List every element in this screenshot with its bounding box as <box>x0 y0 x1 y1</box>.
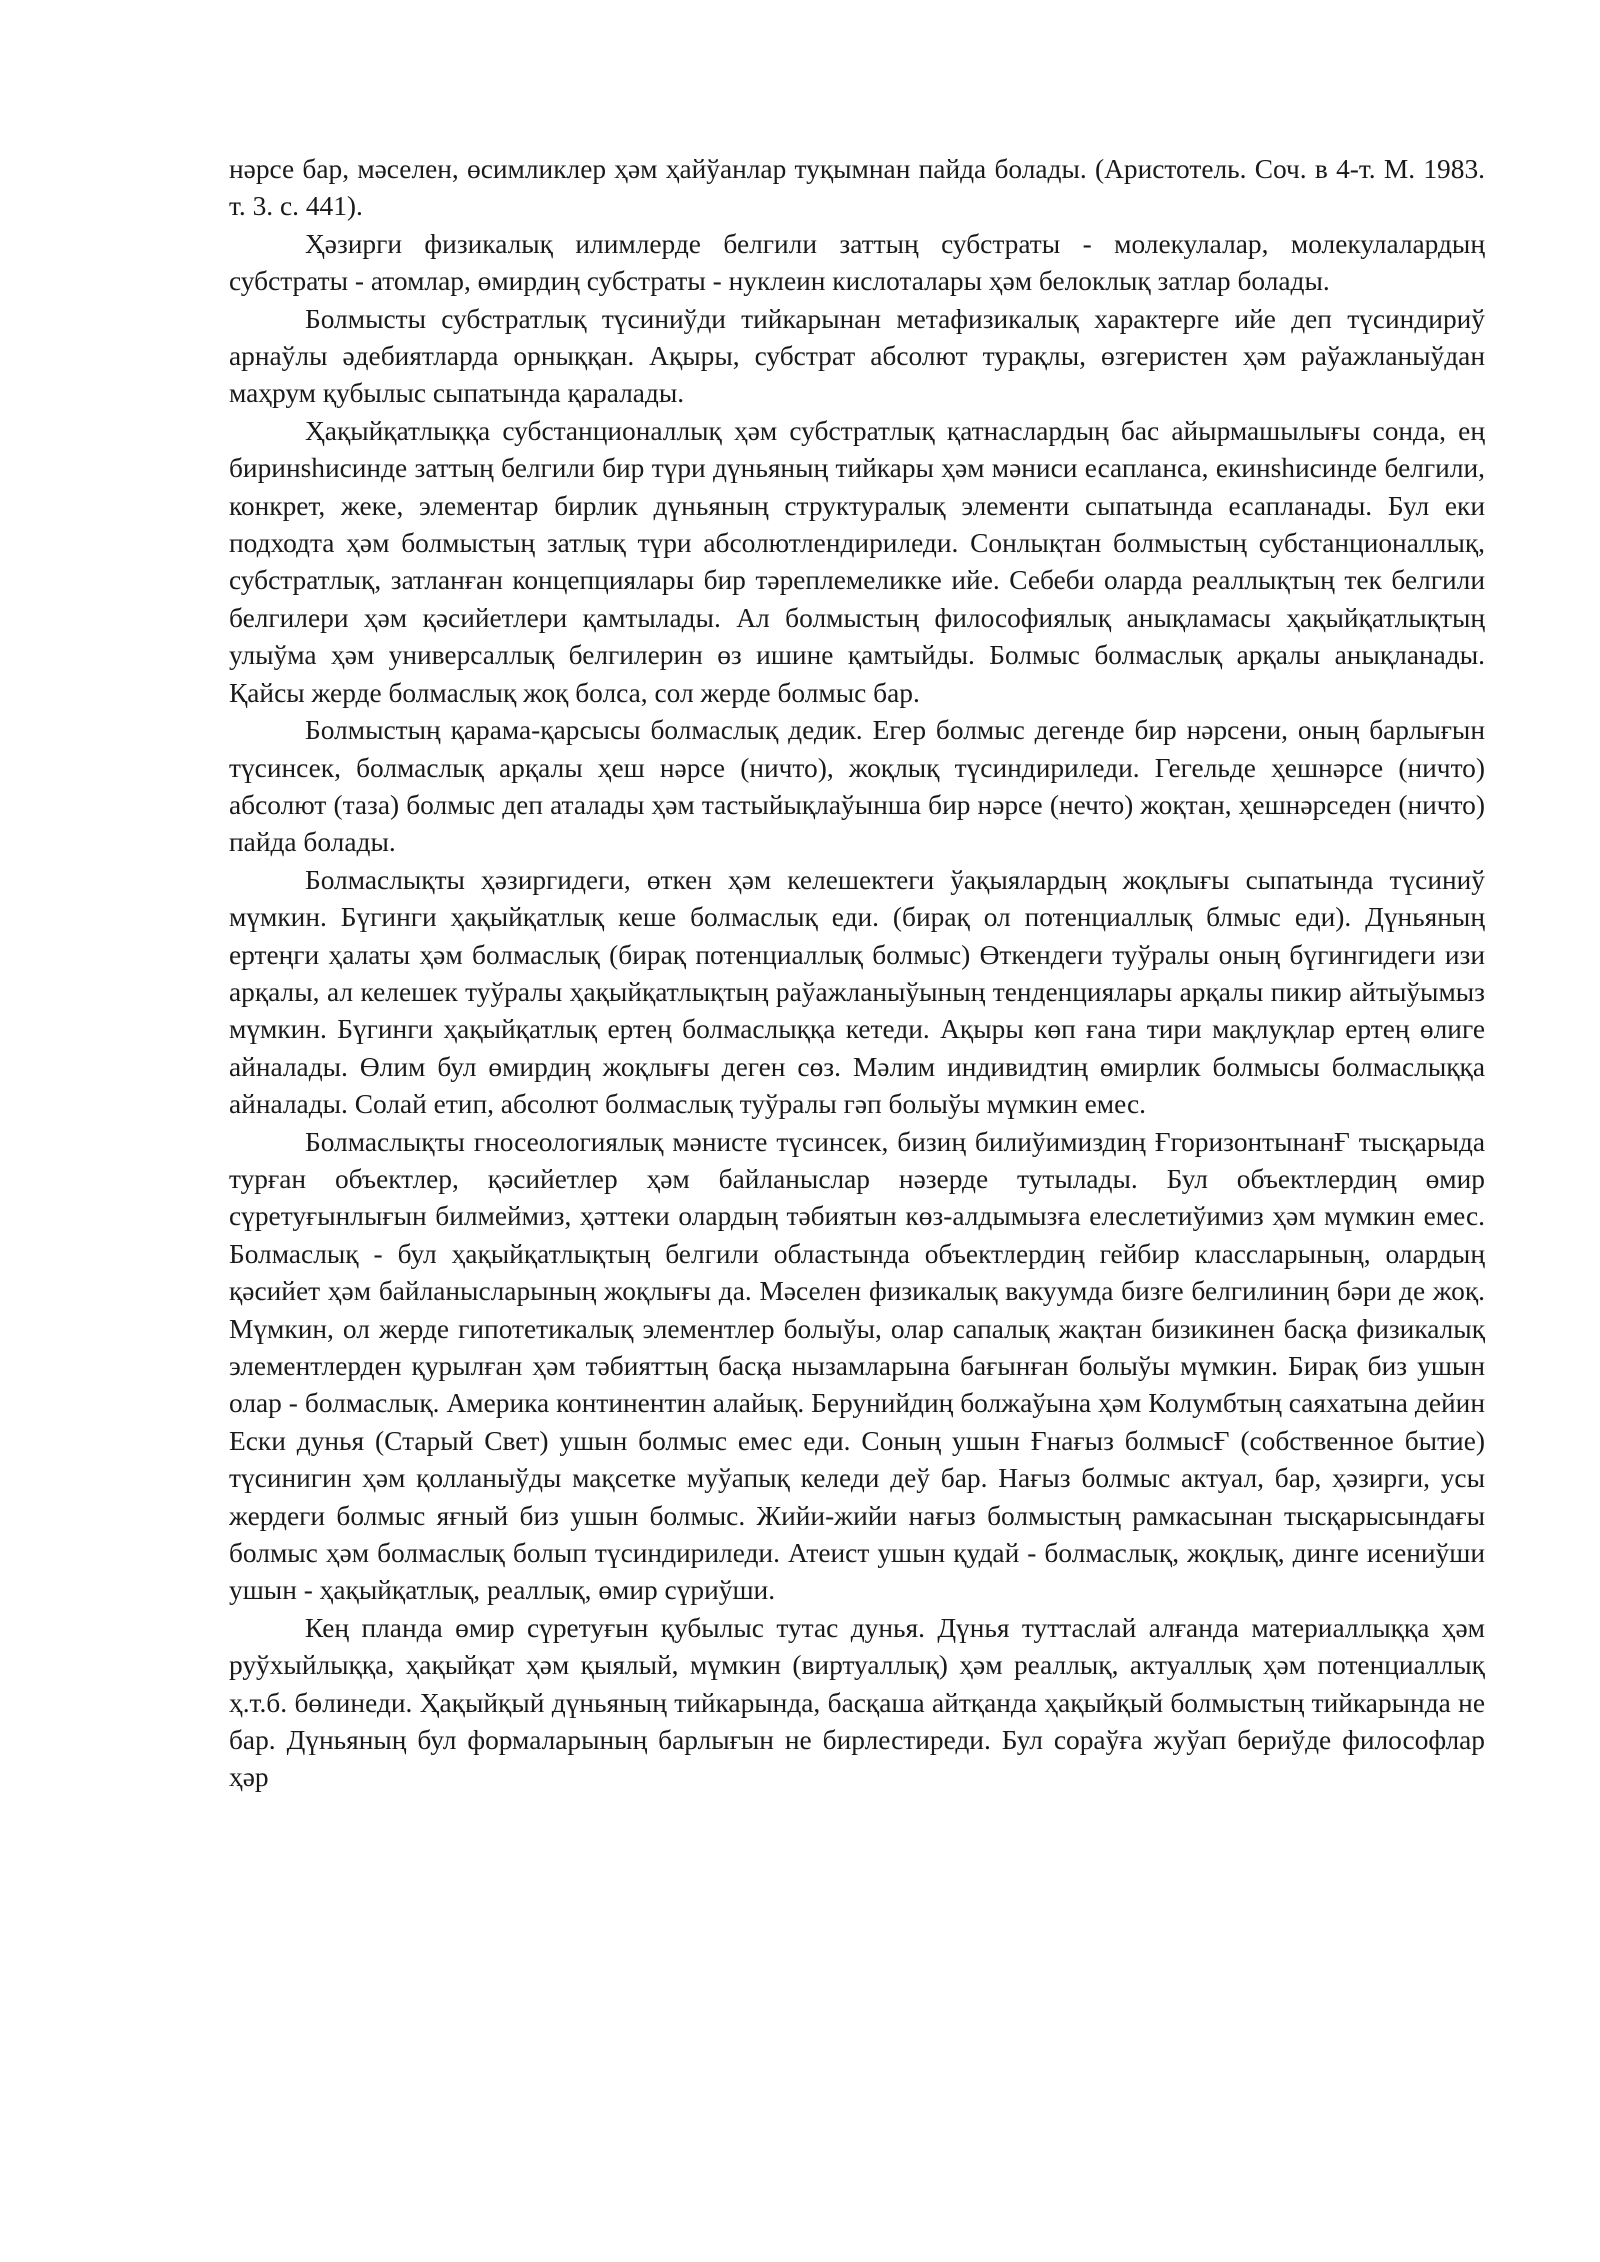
paragraph-2: Ҳәзирги физикалық илимлерде белгили заттың субстраты - молекулалар, молекулалардың субстраты - атомлар, өмирдиң субстраты - нуклеин кислоталары ҳәм белоклық затлар болады. <box>229 228 1485 297</box>
document-body <box>229 151 1485 1797</box>
paragraph-3: Болмысты субстратлық түсиниўди тийкарынан метафизикалық характерге ийе деп түсиндириў арнаўлы әдебиятларда орныққан. Ақыры, субстрат абсолют турақлы, өзгеристен ҳәм раўажланыўдан маҳрум қубылыс сыпатында қаралады. <box>229 303 1485 409</box>
paragraph-8: Кең планда өмир сүретуғын қубылыс тутас дунья. Дүнья туттаслай алғанда материаллыққа ҳәм руўхыйлыққа, ҳақыйқат ҳәм қыялый, мүмкин (виртуаллық) ҳәм реаллық, актуаллық ҳәм потенциаллық ҳ.т.б. бөлинеди. Ҳақыйқый дүньяның тийкарында, басқаша айтқанда ҳақыйқый болмыстың тийкарында не бар. Дүньяның бул формаларының барлығын не бирлестиреди. Бул сораўға жуўап бериўде философлар ҳәр <box>229 1612 1485 1793</box>
paragraph-4: Ҳақыйқатлыққа субстанционаллық ҳәм субстратлық қатнаслардың бас айырмашылығы сонда, ең биринshисинде заттың белгили бир түри дүньяның тийкары ҳәм мәниси есапланса, екинshисинде белгили, конкрет, жеке, элементар бирлик дүньяның структуралық элементи сыпатында есапланады. Бул еки подходта ҳәм болмыстың затлық түри абсолютлендириледи. Сонлықтан болмыстың субстанционаллық, субстратлық, затланған концепциялары бир тәреплемеликке ийе. Себеби оларда реаллықтың тек белгили белгилери ҳәм қәсийетлери қамтылады. Ал болмыстың философиялық анықламасы ҳақыйқатлықтың улыўма ҳәм универсаллық белгилерин өз ишине қамтыйды. Болмыс болмаслық арқалы анықланады. Қайсы жерде болмаслық жоқ болса, сол жерде болмыс бар. <box>229 415 1485 708</box>
paragraph-7: Болмаслықты гносеологиялық мәнисте түсинсек, бизиң билиўимиздиң ҒгоризонтынанҒ тысқарыда турған объектлер, қәсийетлер ҳәм байланыслар нәзерде тутылады. Бул объектлердиң өмир сүретуғынлығын билмеймиз, ҳәттеки олардың тәбиятын көз-алдымызға елеслетиўимиз ҳәм мүмкин емес. Болмаслық - бул ҳақыйқатлықтың белгили областында объектлердиң гейбир классларының, олардың қәсийет ҳәм байланысларының жоқлығы да. Мәселен физикалық вакуумда бизге белгилиниң бәри де жоқ. Мүмкин, ол жерде гипотетикалық элементлер болыўы, олар сапалық жақтан бизикинен басқа физикалық элементлерден қурылған ҳәм тәбияттың басқа нызамларына бағынған болыўы мүмкин. Бирақ биз ушын олар - болмаслық. Америка континентин алайық. Берунийдиң болжаўына ҳәм Колумбтың саяхатына дейин Ески дунья (Старый Свет) ушын болмыс емес еди. Соның ушын Ғнағыз болмысҒ (собственное бытие) түсинигин ҳәм қолланыўды мақсетке муўапық келеди деў бар. Нағыз болмыс актуал, бар, ҳәзирги, усы жердеги болмыс яғный биз ушын болмыс. Жийи-жийи нағыз болмыстың рамкасынан тысқарысындағы болмыс ҳәм болмаслық болып түсиндириледи. Атеист ушын қудай - болмаслық, жоқлық, динге исениўши ушын - ҳақыйқатлық, реаллық, өмир сүриўши. <box>229 1126 1485 1606</box>
paragraph-5: Болмыстың қарама-қарсысы болмаслық дедик. Егер болмыс дегенде бир нәрсени, оның барлығын түсинсек, болмаслық арқалы ҳеш нәрсе (ничто), жоқлық түсиндириледи. Гегельде ҳешнәрсе (ничто) абсолют (таза) болмыс деп аталады ҳәм тастыйықлаўынша бир нәрсе (нечто) жоқтан, ҳешнәрседен (ничто) пайда болады. <box>229 715 1485 858</box>
paragraph-6: Болмаслықты ҳәзиргидеги, өткен ҳәм келешектеги ўақыялардың жоқлығы сыпатында түсиниў мүмкин. Бүгинги ҳақыйқатлық кеше болмаслық еди. (бирақ ол потенциаллық блмыс еди). Дүньяның ертеңги ҳалаты ҳәм болмаслық (бирақ потенциаллық болмыс) Өткендеги туўралы оның бүгингидеги изи арқалы, ал келешек туўралы ҳақыйқатлықтың раўажланыўының тенденциялары арқалы пикир айтыўымыз мүмкин. Бүгинги ҳақыйқатлық ертең болмаслыққа кетеди. Ақыры көп ғана тири мақлуқлар ертең өлиге айналады. Өлим бул өмирдиң жоқлығы деген сөз. Мәлим индивидтиң өмирлик болмысы болмаслыққа айналады. Солай етип, абсолют болмаслық туўралы гәп болыўы мүмкин емес. <box>229 864 1485 1120</box>
paragraph-1: нәрсе бар, мәселен, өсимликлер ҳәм ҳайўанлар туқымнан пайда болады. (Аристотель. Соч. в 4-т. М. 1983. т. 3. с. 441). <box>229 154 1485 222</box>
